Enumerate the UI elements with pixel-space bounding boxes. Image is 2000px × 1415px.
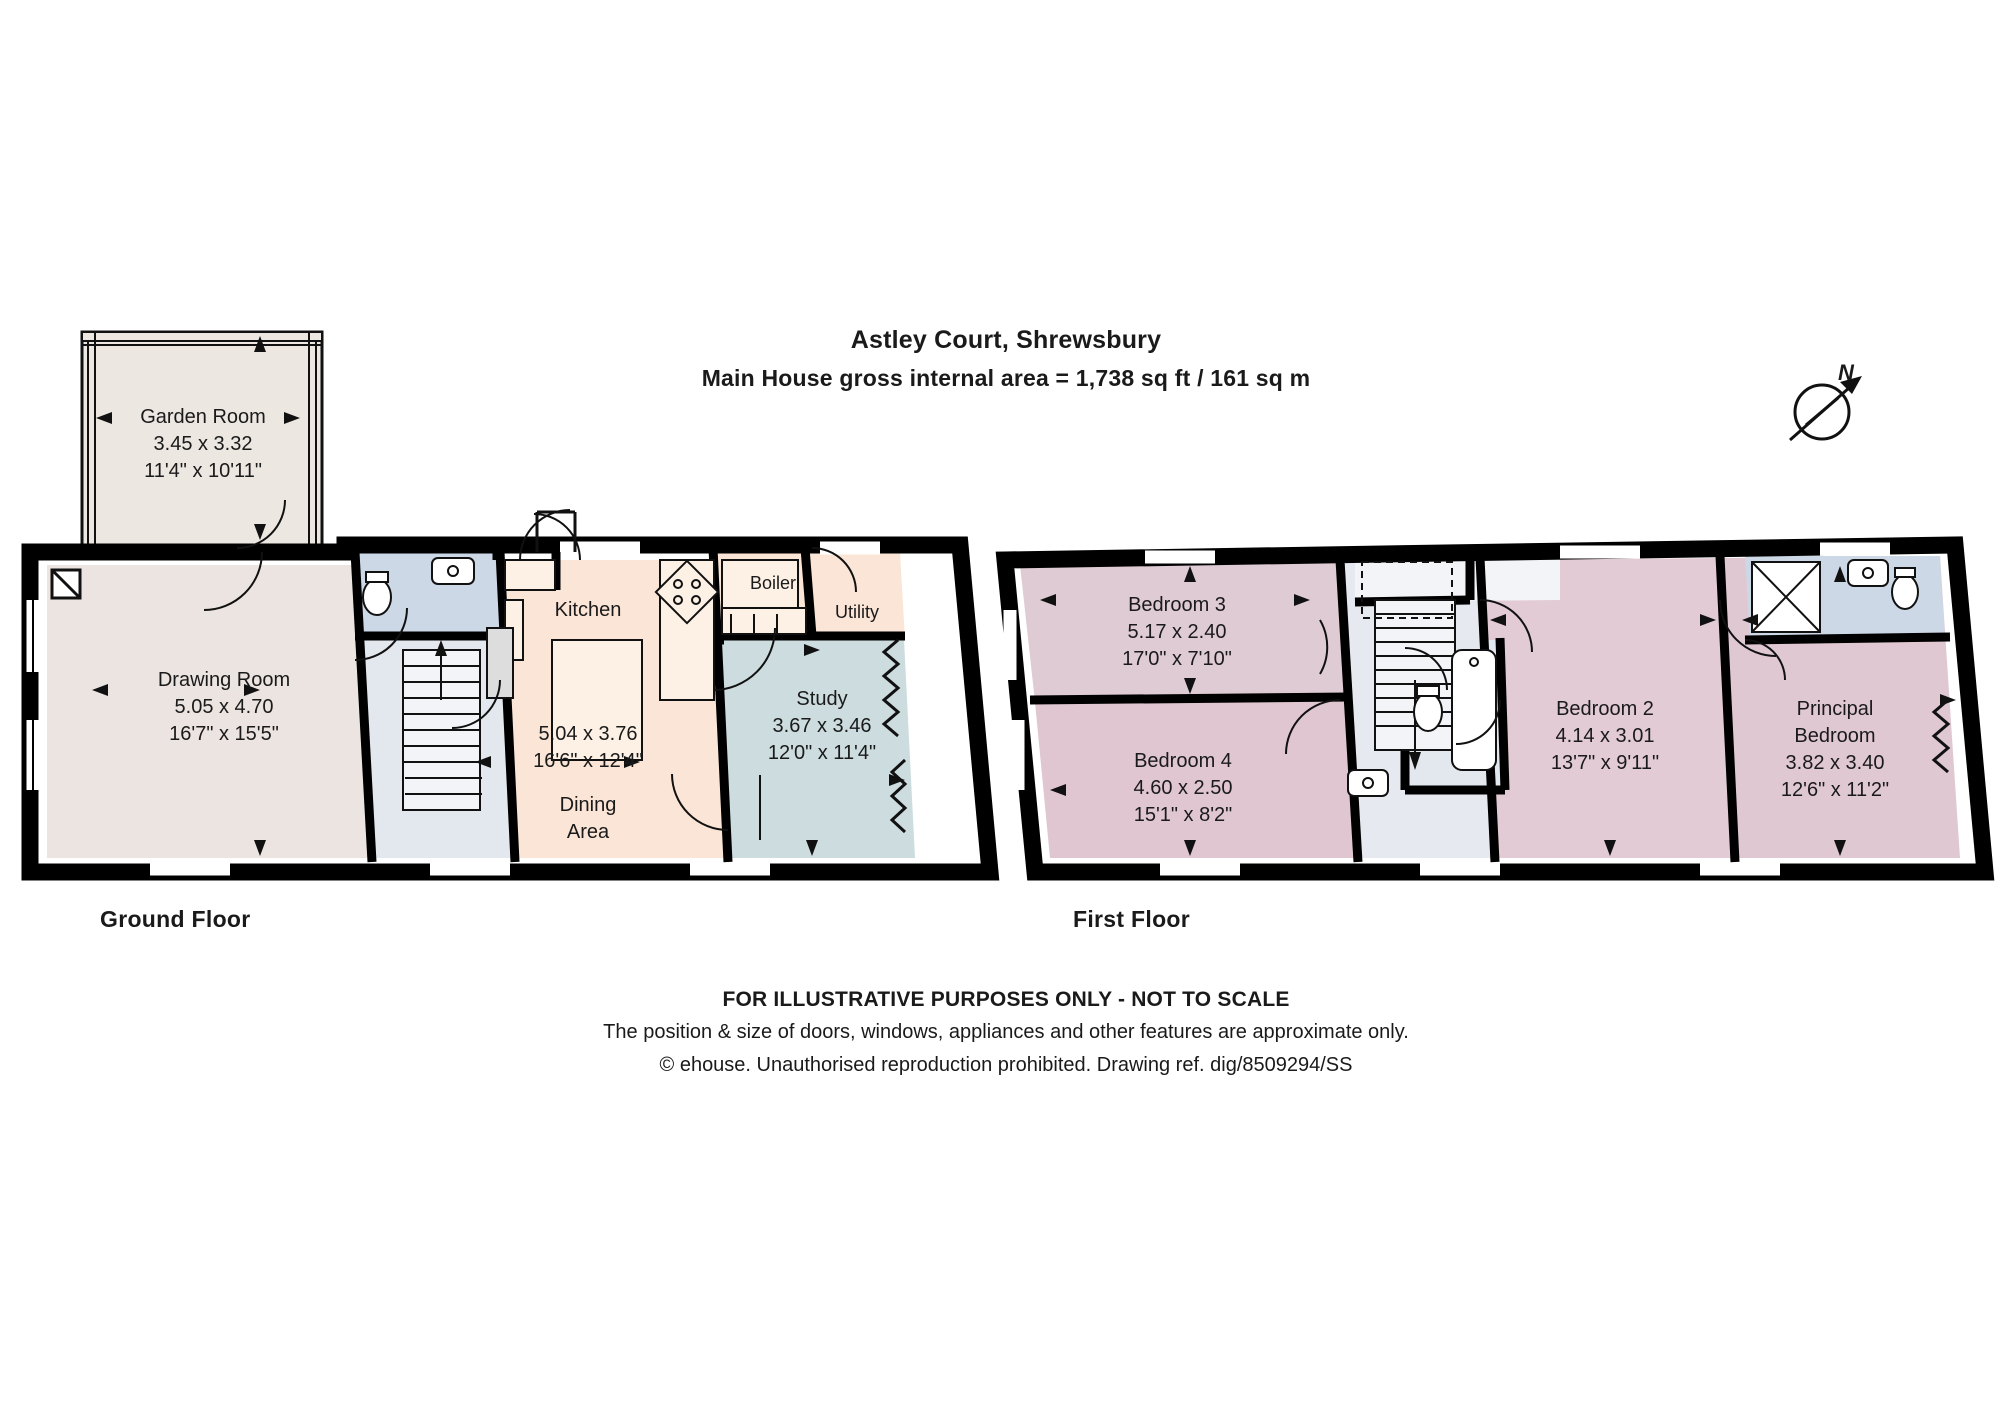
staircase-first <box>1375 600 1455 770</box>
wc-icon-first <box>1414 686 1442 731</box>
room-dim-garden-room-metric: 3.45 x 3.32 <box>153 433 253 455</box>
room-label-dining-1: Dining <box>559 794 617 816</box>
room-label-bedroom-2: Bedroom 2 <box>1556 698 1654 720</box>
room-dim-study-imperial: 12'0" x 11'4" <box>767 742 877 764</box>
room-label-bedroom-4: Bedroom 4 <box>1134 750 1232 772</box>
sink-icon <box>432 558 474 584</box>
basin-icon-ensuite <box>1848 560 1888 586</box>
room-dim-dining-metric: 5.04 x 3.76 <box>538 723 638 745</box>
upper-hall-fill <box>1355 558 1560 602</box>
shower-tray <box>1752 562 1820 632</box>
room-dim-bedroom-4-metric: 4.60 x 2.50 <box>1133 777 1233 799</box>
room-label-dining-2: Area <box>566 821 610 843</box>
room-label-boiler: Boiler <box>749 573 797 593</box>
page-title: Astley Court, Shrewsbury <box>850 326 1162 354</box>
room-dim-bedroom-2-metric: 4.14 x 3.01 <box>1555 725 1655 747</box>
bath-tub <box>1452 650 1496 770</box>
room-dim-drawing-room-metric: 5.05 x 4.70 <box>174 696 274 718</box>
room-label-kitchen: Kitchen <box>554 599 622 621</box>
room-dim-principal-metric: 3.82 x 3.40 <box>1785 752 1885 774</box>
north-label: N <box>1838 360 1854 385</box>
room-dim-bedroom-4-imperial: 15'1" x 8'2" <box>1133 804 1233 826</box>
room-dim-bedroom-3-metric: 5.17 x 2.40 <box>1127 621 1227 643</box>
basin-icon-first <box>1348 770 1388 796</box>
floor-label-ground: Ground Floor <box>100 906 251 932</box>
room-label-study: Study <box>796 688 848 710</box>
footer-disclaimer-title: FOR ILLUSTRATIVE PURPOSES ONLY - NOT TO SCALE <box>722 988 1290 1011</box>
room-dim-garden-room-imperial: 11'4" x 10'11" <box>144 460 262 482</box>
room-dim-dining-imperial: 16'6" x 12'4" <box>533 750 643 772</box>
room-dim-drawing-room-imperial: 16'7" x 15'5" <box>169 723 279 745</box>
wc-icon <box>363 572 391 615</box>
room-dim-principal-imperial: 12'6" x 11'2" <box>1780 779 1890 801</box>
room-label-utility: Utility <box>835 602 879 622</box>
wc-icon-ensuite <box>1892 568 1918 609</box>
room-label-principal-2: Bedroom <box>1794 725 1876 747</box>
room-label-garden-room: Garden Room <box>140 406 266 428</box>
room-label-drawing-room: Drawing Room <box>157 669 291 691</box>
footer-disclaimer-body: The position & size of doors, windows, appliances and other features are approximate only. <box>603 1021 1409 1043</box>
room-dim-bedroom-3-imperial: 17'0" x 7'10" <box>1122 648 1232 670</box>
room-label-principal-1: Principal <box>1796 698 1874 720</box>
floor-label-first: First Floor <box>1073 906 1191 932</box>
footer-copyright: © ehouse. Unauthorised reproduction prohibited. Drawing ref. dig/8509294/SS <box>659 1054 1353 1076</box>
room-dim-bedroom-2-imperial: 13'7" x 9'11" <box>1550 752 1660 774</box>
room-dim-study-metric: 3.67 x 3.46 <box>772 715 872 737</box>
room-label-bedroom-3: Bedroom 3 <box>1128 594 1226 616</box>
area-summary: Main House gross internal area = 1,738 sq ft / 161 sq m <box>701 365 1311 391</box>
